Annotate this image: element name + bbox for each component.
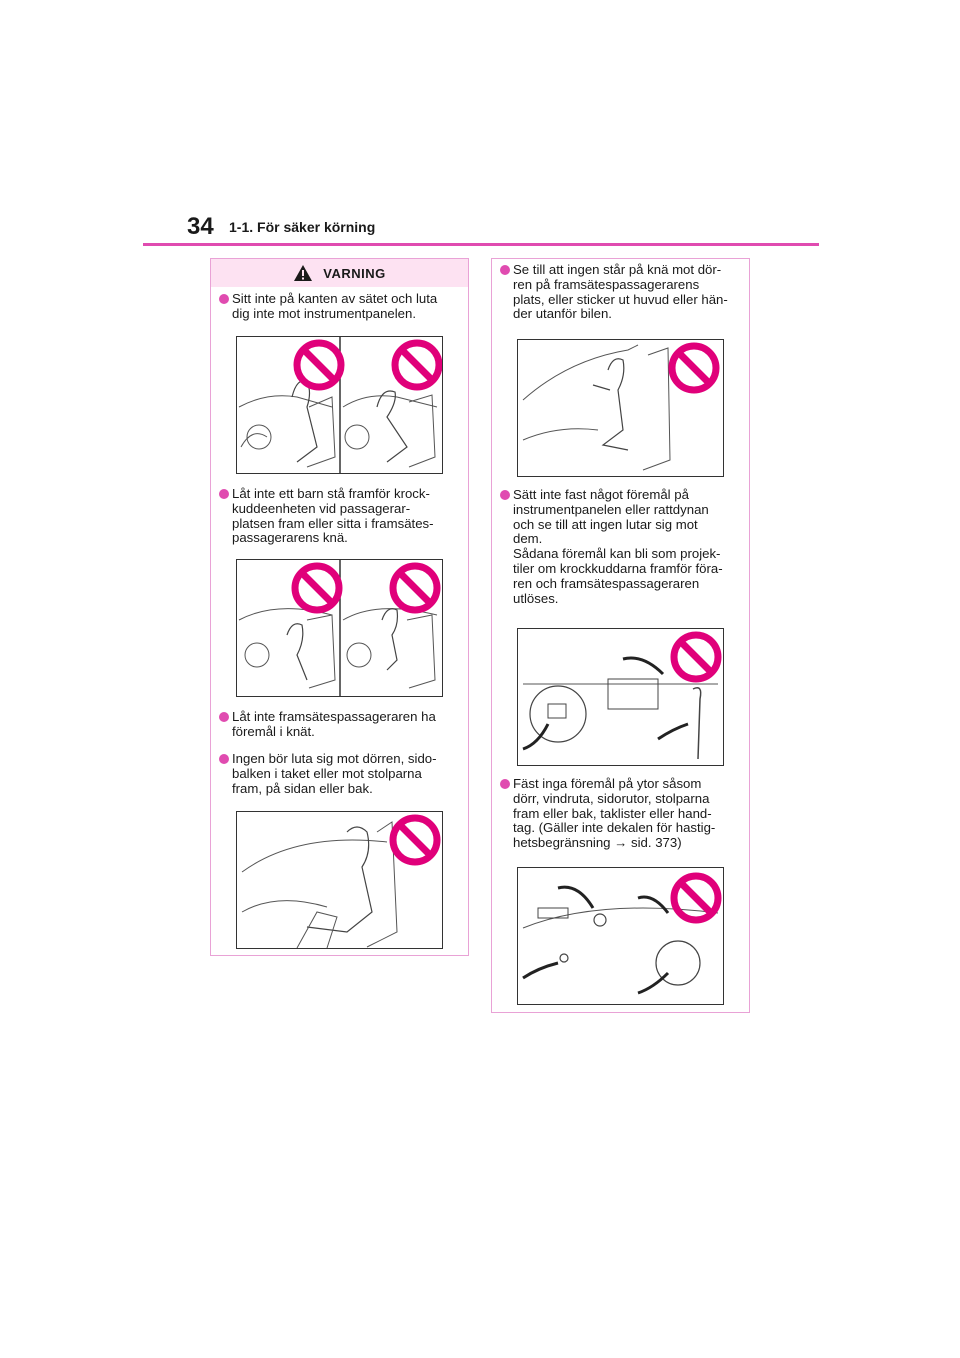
header-rule [143, 243, 819, 246]
prohibition-icon [672, 346, 716, 390]
section-title: 1-1. För säker körning [229, 219, 376, 235]
warning-box [210, 258, 469, 956]
continued-warning-box [491, 258, 750, 1013]
figure-kneeling [517, 339, 724, 477]
prohibition-icon [393, 566, 437, 610]
figure-objects-dashboard [517, 628, 724, 766]
bullet-icon [500, 779, 510, 789]
warning-item-1 [219, 292, 462, 322]
warning-item-3-text: Låt inte framsätespassageraren ha föremål i knät. [232, 709, 436, 739]
right-item-1 [500, 263, 743, 322]
right-item-2 [500, 488, 743, 606]
prohibition-icon [674, 876, 718, 920]
bullet-icon [500, 265, 510, 275]
bullet-icon [219, 712, 229, 722]
prohibition-icon [297, 343, 341, 387]
figure-objects-surfaces [517, 867, 724, 1005]
warning-item-4-text: Ingen bör luta sig mot dörren, sido- balken i taket eller mot stolparna fram, på sidan eller bak. [232, 751, 437, 796]
right-item-1-text: Se till att ingen står på knä mot dör- ren på framsätespassagerarens plats, eller sticker ut huvud eller hän- der utanför bilen. [513, 262, 728, 322]
warning-item-2-text: Låt inte ett barn stå framför krock- kuddeenheten vid passagerar- platsen fram eller sitta i framsätes- passagerarens knä. [232, 486, 434, 546]
warning-header [211, 259, 468, 287]
prohibition-icon [393, 818, 437, 862]
right-item-3 [500, 777, 743, 851]
bullet-icon [219, 489, 229, 499]
warning-item-4 [219, 752, 462, 796]
prohibition-icon [295, 566, 339, 610]
figure-seat-edge [236, 336, 443, 474]
warning-item-3 [219, 710, 462, 740]
right-item-3-text: Fäst inga föremål på ytor såsom dörr, vindruta, sidorutor, stolparna fram eller bak, taklister eller hand- tag. (Gäller inte dekalen för hastig- hetsbegränsning → sid. 373) [513, 776, 716, 851]
bullet-icon [219, 754, 229, 764]
bullet-icon [219, 294, 229, 304]
prohibition-icon [674, 635, 718, 679]
figure-leaning-door [236, 811, 443, 949]
warning-triangle-icon [293, 264, 313, 282]
warning-item-1-text: Sitt inte på kanten av sätet och luta dig inte mot instrumentpanelen. [232, 291, 438, 321]
warning-label: VARNING [323, 265, 386, 281]
bullet-icon [500, 490, 510, 500]
page-number: 34 [187, 213, 214, 240]
right-item-2-text: Sätt inte fast något föremål på instrumentpanelen eller rattdynan och se till att ingen lutar sig mot dem. Sådana föremål kan bli som projek- tiler om krockkuddarna framför föra- ren och framsätespassageraren utlöses. [513, 487, 723, 606]
warning-item-2 [219, 487, 462, 546]
prohibition-icon [395, 343, 439, 387]
figure-child-standing [236, 559, 443, 697]
